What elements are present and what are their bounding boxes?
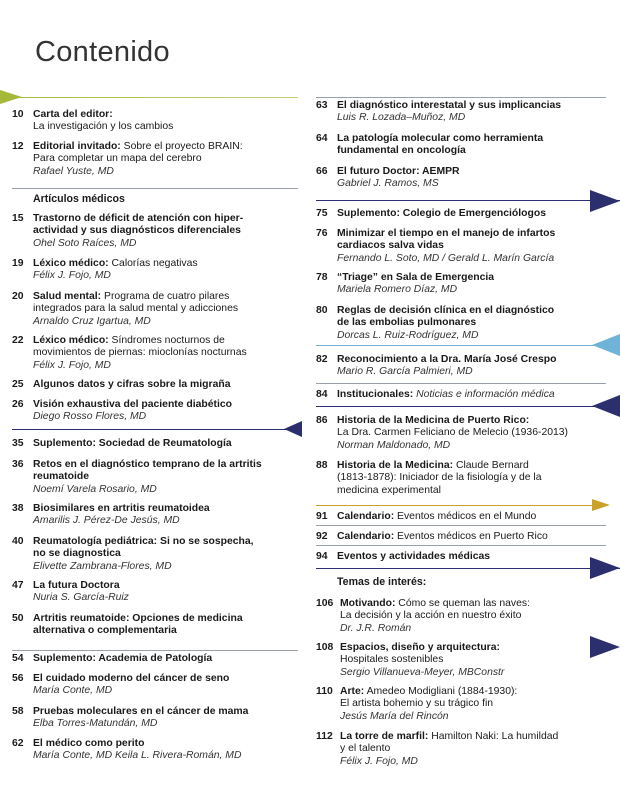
accent-triangle-navy-right3 (590, 557, 620, 579)
toc-entry[interactable]: 106 Motivando: Cómo se queman las naves: La decisión y la acción en nuestro éxito Dr. J.R. Román (316, 598, 530, 634)
toc-entry[interactable]: 58 Pruebas moleculares en el cáncer de mama Elba Torres-Matundán, MD (12, 706, 249, 730)
rule-left-articulos (12, 188, 298, 189)
toc-entry[interactable]: 22 Léxico médico: Síndromes nocturnos de movimientos de piernas: mioclonías nocturnas Félix J. Fojo, MD (12, 335, 247, 371)
accent-triangle-navy-right1 (590, 190, 620, 212)
toc-entry[interactable]: 94 Eventos y actividades médicas (316, 551, 491, 562)
toc-entry[interactable]: 40 Reumatología pediátrica: Si no se sospecha, no se diagnostica Elivette Zambrana-Flores, MD (12, 536, 254, 572)
toc-entry[interactable]: 80 Reglas de decisión clínica en el diagnóstico de las embolias pulmonares Dorcas L. Ruiz-Rodríguez, MD (316, 305, 555, 341)
accent-triangle-navy-right4 (590, 636, 620, 658)
toc-entry[interactable]: 108 Espacios, diseño y arquitectura: Hospitales sostenibles Sergio Villanueva-Meyer, MBConstr (316, 642, 505, 678)
toc-entry[interactable]: 35 Suplemento: Sociedad de Reumatología (12, 438, 232, 449)
toc-entry[interactable]: 86 Historia de la Medicina de Puerto Rico: La Dra. Carmen Feliciano de Melecio (1936-2013) Norman Maldonado, MD (316, 415, 569, 451)
rule-right-top (316, 97, 606, 98)
toc-entry[interactable]: 15 Trastorno de déficit de atención con hiper- actividad y sus diagnósticos diferenciales Ohel Soto Raíces, MD (12, 213, 244, 249)
toc-entry[interactable]: 91 Calendario: Eventos médicos en el Mundo (316, 511, 537, 522)
toc-entry[interactable]: 25 Algunos datos y cifras sobre la migraña (12, 379, 231, 390)
rule-right-84 (316, 383, 606, 384)
rule-right-91 (316, 505, 606, 506)
toc-entry[interactable]: 54 Suplemento: Academia de Patología (12, 653, 213, 664)
toc-entry[interactable]: 38 Biosimilares en artritis reumatoidea Amarilis J. Pérez-De Jesús, MD (12, 503, 210, 527)
toc-entry[interactable]: 26 Visión exhaustiva del paciente diabético Diego Rosso Flores, MD (12, 399, 233, 423)
toc-entry[interactable]: 10 Carta del editor: La investigación y los cambios (12, 109, 174, 133)
toc-entry[interactable]: 56 El cuidado moderno del cáncer de seno María Conte, MD (12, 673, 230, 697)
rule-left-35 (12, 429, 298, 430)
toc-entry[interactable]: 20 Salud mental: Programa de cuatro pilares integrados para la salud mental y adicciones Arnaldo Cruz Igartua, MD (12, 291, 239, 327)
accent-triangle-navy-right2 (592, 395, 620, 417)
rule-right-92 (316, 525, 606, 526)
toc-entry[interactable]: 66 El futuro Doctor: AEMPR Gabriel J. Ramos, MS (316, 166, 460, 190)
toc-entry[interactable]: 112 La torre de marfil: Hamilton Naki: La humildad y el talento Félix J. Fojo, MD (316, 731, 559, 767)
accent-triangle-lightblue-right (592, 334, 620, 356)
accent-triangle-gold-right (592, 499, 610, 511)
toc-entry[interactable]: 110 Arte: Amedeo Modigliani (1884-1930): El artista bohemio y su trágico fin Jesús María del Rincón (316, 686, 518, 722)
toc-entry[interactable]: 19 Léxico médico: Calorías negativas Félix J. Fojo, MD (12, 258, 198, 282)
toc-entry[interactable]: 62 El médico como perito María Conte, MD Keila L. Rivera-Román, MD (12, 738, 242, 762)
toc-entry[interactable]: 84 Institucionales: Noticias e información médica (316, 389, 555, 400)
toc-entry[interactable]: 50 Artritis reumatoide: Opciones de medicina alternativa o complementaria (12, 613, 243, 637)
toc-entry[interactable]: 88 Historia de la Medicina: Claude Bernard (1813-1878): Iniciador de la fisiología y de la medicina experimental (316, 460, 542, 496)
rule-left-54 (12, 650, 298, 651)
toc-entry[interactable]: 75 Suplemento: Colegio de Emergenciólogos (316, 208, 546, 219)
toc-entry[interactable]: 78 “Triage” en Sala de Emergencia Mariela Romero Díaz, MD (316, 272, 495, 296)
rule-right-94 (316, 545, 606, 546)
rule-left-top (0, 97, 298, 98)
toc-entry[interactable]: 12 Editorial invitado: Sobre el proyecto BRAIN: Para completar un mapa del cerebro Rafael Yuste, MD (12, 141, 243, 177)
rule-right-66 (316, 200, 620, 201)
page-title: Contenido (35, 36, 170, 68)
toc-entry[interactable]: 64 La patología molecular como herramienta fundamental en oncología (316, 133, 544, 157)
toc-entry[interactable]: 76 Minimizar el tiempo en el manejo de infartos cardiacos salva vidas Fernando L. Soto, MD / Gerald L. Marín García (316, 228, 556, 264)
rule-right-82 (316, 345, 620, 346)
toc-entry[interactable]: 63 El diagnóstico interestatal y sus implicancias Luis R. Lozada–Muñoz, MD (316, 100, 562, 124)
toc-entry[interactable]: 47 La futura Doctora Nuria S. García-Ruiz (12, 580, 129, 604)
section-heading: Temas de interés: (337, 576, 427, 588)
toc-entry[interactable]: 82 Reconocimiento a la Dra. María José Crespo Mario R. García Palmieri, MD (316, 354, 557, 378)
rule-right-86 (316, 406, 620, 407)
accent-triangle-navy-left (284, 421, 302, 437)
rule-right-temas (316, 568, 620, 569)
toc-entry[interactable]: 92 Calendario: Eventos médicos en Puerto Rico (316, 531, 548, 542)
section-heading: Artículos médicos (33, 193, 125, 205)
toc-entry[interactable]: 36 Retos en el diagnóstico temprano de la artritis reumatoide Noemí Varela Rosario, MD (12, 459, 262, 495)
